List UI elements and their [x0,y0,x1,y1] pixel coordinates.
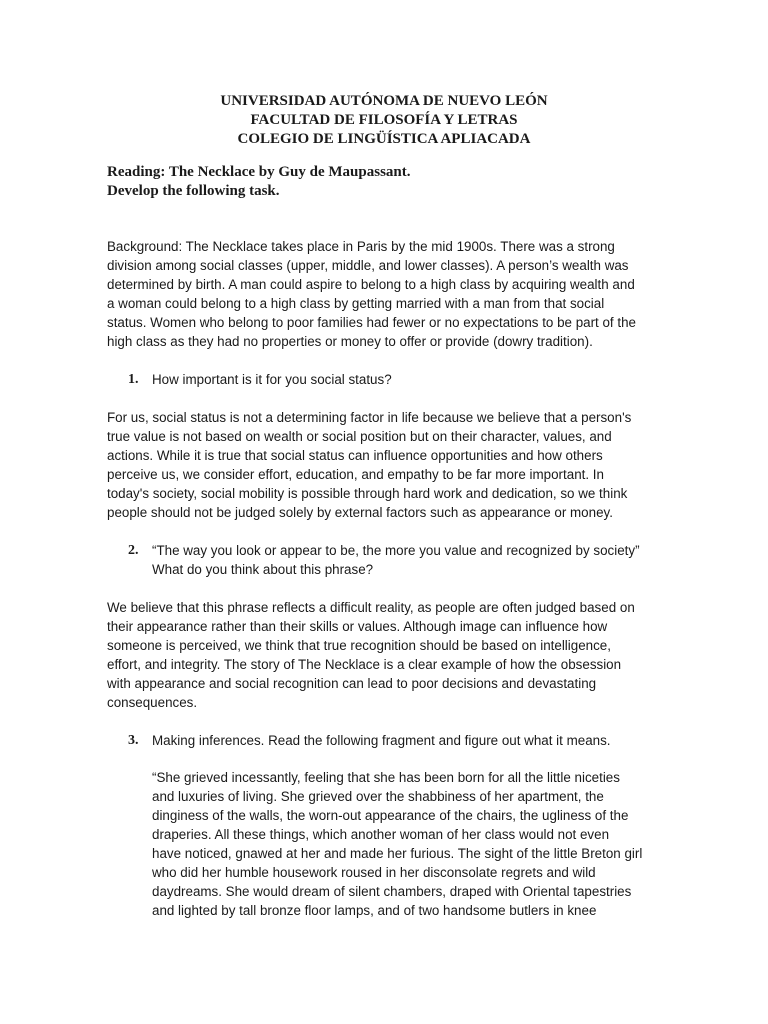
quote-line: draperies. All these things, which another woman of her class would not even [152,827,610,842]
paragraph-line: determined by birth. A man could aspire to belong to a high class by acquiring wealth and [107,277,635,292]
quoted-fragment [152,768,664,920]
quote-line: dinginess of the walls, the worn-out appearance of the chairs, the ugliness of the [152,808,629,823]
question-text: How important is it for you social status? [152,372,392,387]
paragraph-line: someone is perceived, we think that true recognition should be based on intelligence, [107,638,611,653]
paragraph-line: high class as they had no properties or money to offer or provide (dowry tradition). [107,334,593,349]
paragraph-line: status. Women who belong to poor families had fewer or no expectations to be part of the [107,315,636,330]
paragraph-line: For us, social status is not a determining factor in life because we believe that a person's [107,410,632,425]
quote-line: have noticed, gnawed at her and made her furious. The sight of the little Breton girl [152,846,643,861]
quote-line: “She grieved incessantly, feeling that she has been born for all the little niceties [152,770,620,785]
paragraph-line: their appearance rather than their skills or values. Although image can influence how [107,619,608,634]
question-number: 2. [128,543,139,558]
paragraph-line: people should not be judged solely by external factors such as appearance or money. [107,505,613,520]
task-instruction: Develop the following task. [107,183,280,199]
question-text: “The way you look or appear to be, the more you value and recognized by society” [152,543,640,558]
question-number: 1. [128,372,139,387]
quote-line: and lighted by tall bronze floor lamps, and of two handsome butlers in knee [152,903,597,918]
reading-heading [107,163,411,201]
faculty-name: FACULTAD DE FILOSOFÍA Y LETRAS [250,112,518,128]
reading-title: Reading: The Necklace by Guy de Maupassant. [107,164,411,180]
paragraph-line: division among social classes (upper, middle, and lower classes). A person’s wealth was [107,258,629,273]
paragraph-line: effort, and integrity. The story of The Necklace is a clear example of how the obsession [107,657,622,672]
quote-line: and luxuries of living. She grieved over the shabbiness of her apartment, the [152,789,604,804]
paragraph-line: perceive us, we consider effort, education, and empathy to be far more important. In [107,467,604,482]
paragraph-line: a woman could belong to a high class by getting married with a man from that social [107,296,605,311]
question-number: 3. [128,733,139,748]
answer-1-paragraph [107,408,663,522]
college-name: COLEGIO DE LINGÜÍSTICA APLIACADA [237,131,531,147]
quote-line: daydreams. She would dream of silent chambers, draped with Oriental tapestries [152,884,632,899]
answer-2-paragraph [107,598,663,712]
paragraph-line: true value is not based on wealth or social position but on their character, values, and [107,429,612,444]
paragraph-line: with appearance and social recognition can lead to poor decisions and devastating [107,676,597,691]
background-paragraph [107,237,663,351]
paragraph-line: consequences. [107,695,198,710]
document-header [0,92,768,149]
question-text-line-2: What do you think about this phrase? [152,562,374,577]
paragraph-line: today's society, social mobility is possible through hard work and dedication, so we think [107,486,628,501]
paragraph-line: Background: The Necklace takes place in Paris by the mid 1900s. There was a strong [107,239,615,254]
university-name: UNIVERSIDAD AUTÓNOMA DE NUEVO LEÓN [220,93,548,109]
paragraph-line: actions. While it is true that social status can influence opportunities and how others [107,448,603,463]
paragraph-line: We believe that this phrase reflects a difficult reality, as people are often judged based on [107,600,635,615]
quote-line: who did her humble housework roused in her disconsolate regrets and wild [152,865,596,880]
question-text: Making inferences. Read the following fragment and figure out what it means. [152,733,611,748]
